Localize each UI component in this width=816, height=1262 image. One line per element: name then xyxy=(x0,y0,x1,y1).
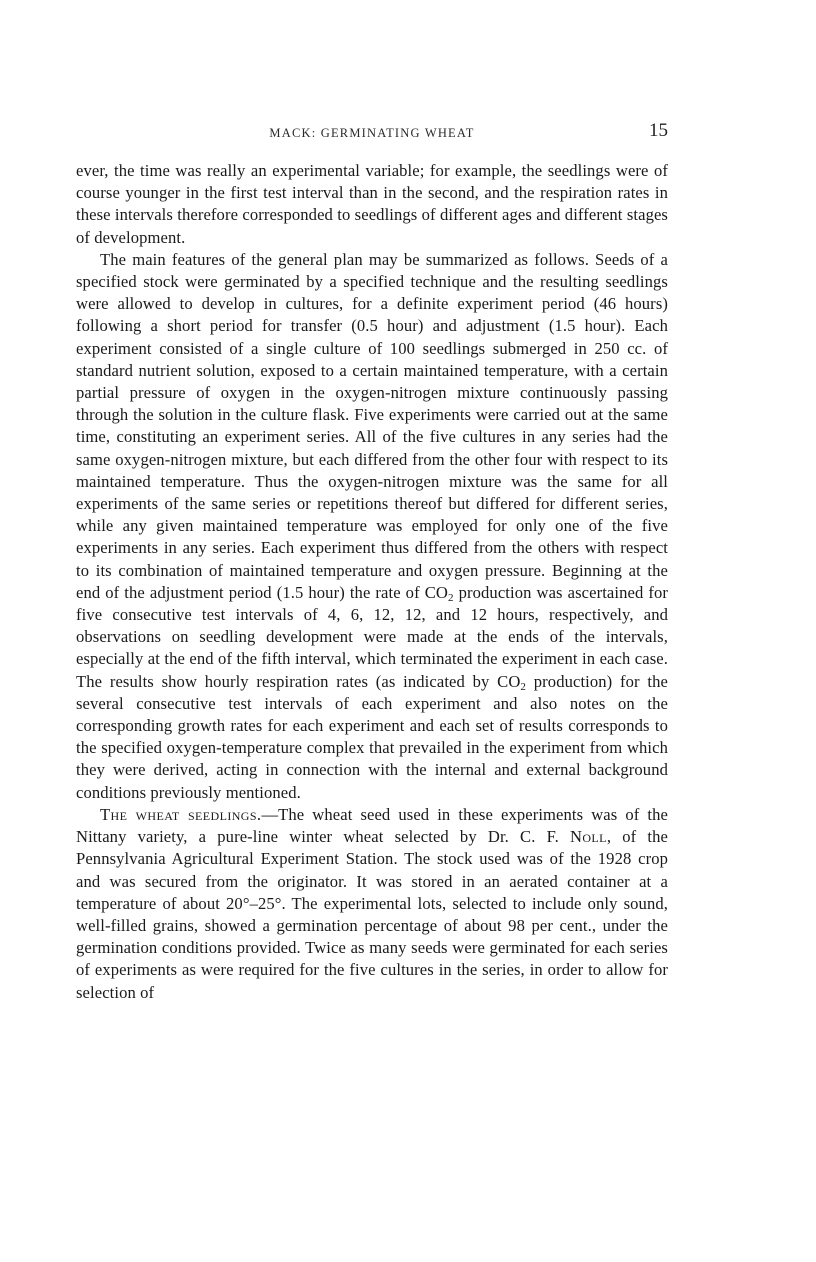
section-heading: The wheat seedlings. xyxy=(100,804,262,824)
author-name: Noll xyxy=(569,827,607,847)
page-header xyxy=(76,120,668,150)
paragraph-1-text: ever, the time was really an experimental variable; for example, the seedlings were of course younger in the first test interval than in the second, and the respiration rates in these intervals therefore corresponded to seedlings of different ages and different stages of development. xyxy=(76,161,668,247)
paragraph-2 xyxy=(76,249,668,804)
paragraph-2-part-3: production) for the several consecutive test intervals of each experiment and also notes on the corresponding growth rates for each experiment and each set of results corresponds to the specified oxygen-temperature complex that prevailed in the experiment from which they were derived, acting in connection with the internal and external background conditions previously mentioned. xyxy=(76,671,668,802)
page-number: 15 xyxy=(649,120,668,141)
page xyxy=(76,120,668,1004)
paragraph-2-part-1: The main features of the general plan may be summarized as follows. Seeds of a specified stock were germinated by a specified technique and the resulting seedlings were allowed to develop in cultures, for a definite experiment period (46 hours) following a short period for transfer (0.5 hour) and adjustment (1.5 hour). Each experiment consisted of a single culture of 100 seedlings submerged in 250 cc. of standard nutrient solution, exposed to a certain maintained temperature, with a certain partial pressure of oxygen in the oxygen-nitrogen mixture continuously passing through the solution in the culture flask. Five experiments were carried out at the same time, constituting an experiment series. All of the five cultures in any series had the same oxygen-nitrogen mixture, but each differed from the other four with respect to its maintained temperature. Thus the oxygen-nitrogen mixture was the same for all experiments of the same series or repetitions thereof but differed for different series, while any given maintained temperature was employed for only one of the five experiments in any series. Each experiment thus differed from the others with respect to its combination of maintained temperature and oxygen pressure. Beginning at the end of the adjustment period (1.5 hour) the rate of CO xyxy=(76,249,668,602)
paragraph-1 xyxy=(76,160,668,249)
paragraph-3-text-2: , of the Pennsylvania Agricultural Experiment Station. The stock used was of the 1928 crop and was secured from the originator. It was stored in an aerated container at a temperature of about 20°–25°. The experimental lots, selected to include only sound, well-filled grains, showed a germination percentage of about 98 per cent., under the germination conditions provided. Twice as many seeds were germinated for each series of experiments as were required for the five cultures in the series, in order to allow for selection of xyxy=(76,827,668,1002)
paragraph-3 xyxy=(76,804,668,1004)
running-head: MACK: GERMINATING WHEAT xyxy=(269,126,475,140)
paragraph-2-part-2: production was ascertained for five consecutive test intervals of 4, 6, 12, 12, and 12 hours, respectively, and observations on seedling development were made at the ends of the intervals, especially at the end of the fifth interval, which terminated the experiment in each case. The results show hourly respiration rates (as indicated by CO xyxy=(76,582,668,691)
subscript-2: 2 xyxy=(447,591,454,604)
paragraph-3-text: —The wheat seed used in these experiments was of the Nittany variety, a pure-line winter wheat selected by Dr. C. F. xyxy=(76,804,668,847)
body-text xyxy=(76,160,668,1004)
subscript-2: 2 xyxy=(520,680,527,693)
